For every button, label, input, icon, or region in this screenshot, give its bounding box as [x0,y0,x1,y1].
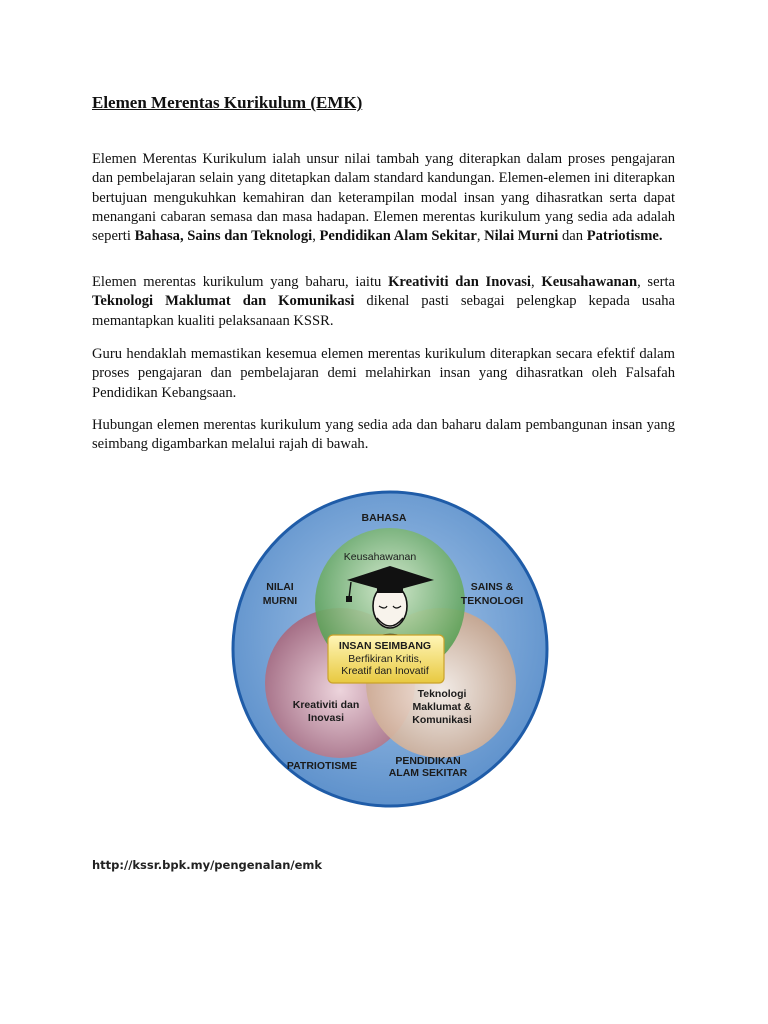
label-kreativiti-1: Kreativiti dan [292,699,360,711]
label-murni: MURNI [262,595,298,607]
separator: dan [558,228,587,245]
paragraph-teachers: Guru hendaklah memastikan kesemua elemen merentas kurikulum diterapkan secara efektif dalam proses pengajaran dan pembelajaran demi melahirkan insan yang dihasratkan oleh Falsafah Pendidikan Kebangsaan. [92,346,675,401]
paragraph-new-text-end: dikenal pasti sebagai pelengkap kepada usaha memantapkan kualiti pelaksanaan KSSR. [92,293,675,329]
label-patriotisme: PATRIOTISME [286,760,358,772]
paragraph-new-elements [92,273,675,331]
emk-patriotisme: Patriotisme. [586,228,663,245]
separator: , [530,274,542,290]
separator: , [312,228,320,245]
label-bahasa: BAHASA [361,512,407,524]
emk-tmk: Teknologi Maklumat dan Komunikasi [92,293,355,310]
paragraph-intro-text: Elemen Merentas Kurikulum ialah unsur nilai tambah yang diterapkan dalam proses pengajaran dan pembelajaran selain yang ditetapkan dalam standard kandungan. Elemen-elemen ini diterapkan bertujuan mengukuhkan kemahiran dan keterampilan modal insan yang dihasratkan serta dapat menangani cabaran semasa dan masa hadapan. Elemen merentas kurikulum yang sedia ada adalah seperti [92,151,675,245]
emk-keusahawanan: Keusahawanan [541,274,638,290]
emk-nilai-murni: Nilai Murni [484,228,559,245]
paragraph-new-text: Elemen merentas kurikulum yang baharu, iaitu [92,274,389,290]
page-title: Elemen Merentas Kurikulum (EMK) [92,93,363,112]
emk-pendidikan-alam: Pendidikan Alam Sekitar [319,228,477,245]
label-insan-seimbang: INSAN SEIMBANG [338,640,432,652]
label-keusahawanan: Keusahawanan [343,551,417,563]
emk-bahasa-sains: Bahasa, Sains dan Teknologi [134,228,313,245]
source-link[interactable]: http://kssr.bpk.my/pengenalan/emk [92,858,323,872]
label-kreatif-inovatif: Kreatif dan Inovatif [341,665,429,677]
label-nilai: NILAI [266,581,294,593]
emk-kreativiti: Kreativiti dan Inovasi [388,274,531,290]
label-kreativiti-2: Inovasi [307,712,345,724]
label-tmk-3: Komunikasi [412,714,472,726]
label-sains: SAINS & [470,581,514,593]
label-pendidikan: PENDIDIKAN [395,755,461,767]
emk-diagram [229,488,551,810]
label-berfikiran: Berfikiran Kritis, [348,653,422,665]
label-teknologi: TEKNOLOGI [460,595,524,607]
paragraph-intro [92,150,675,246]
separator: , [476,228,485,245]
paragraph-relationship: Hubungan elemen merentas kurikulum yang sedia ada dan baharu dalam pembangunan insan yang seimbang digambarkan melalui rajah di bawah. [92,417,675,453]
label-tmk-2: Maklumat & [412,701,472,713]
label-alam-sekitar: ALAM SEKITAR [388,767,468,779]
separator: , serta [637,274,675,290]
label-tmk-1: Teknologi [417,688,467,700]
